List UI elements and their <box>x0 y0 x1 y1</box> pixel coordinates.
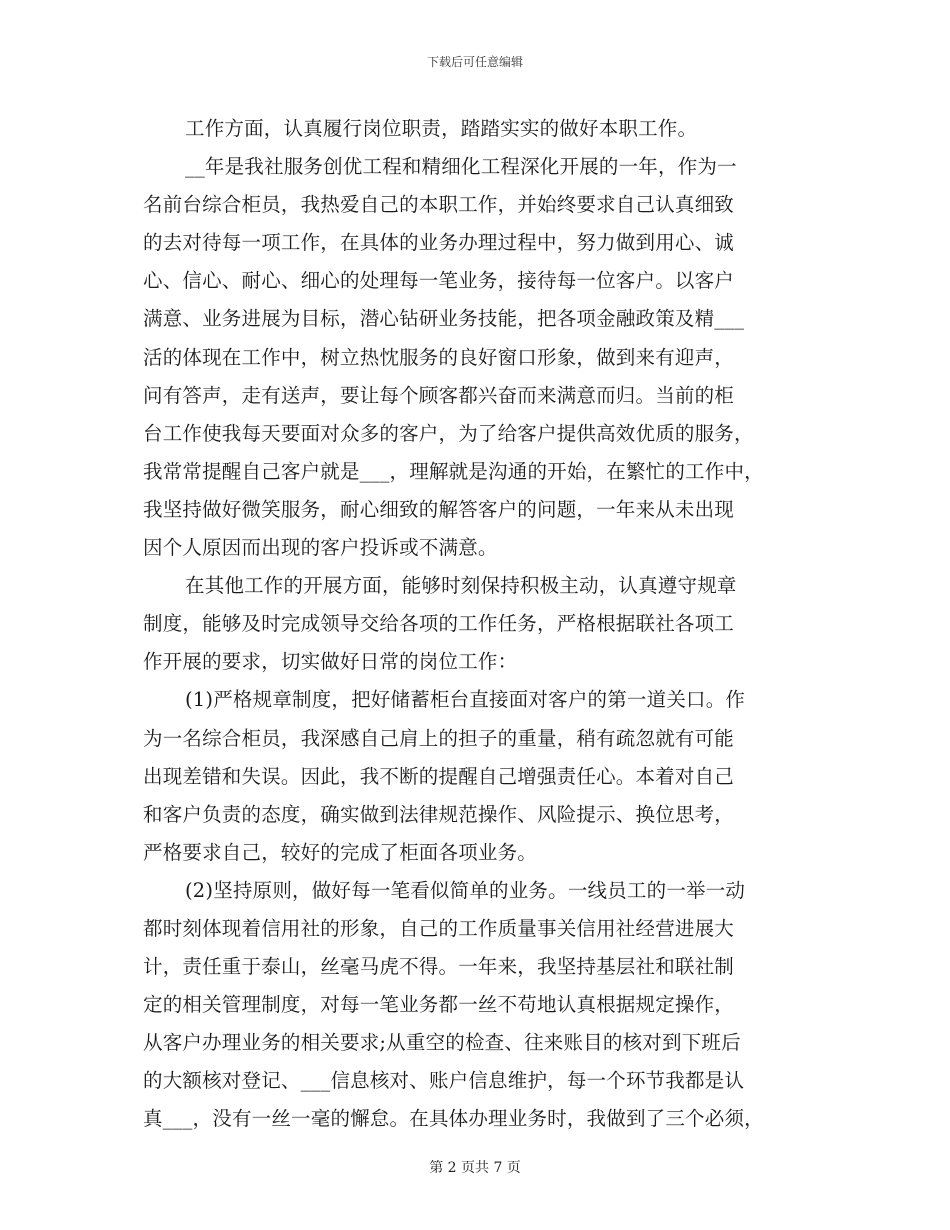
text-line: 因个人原因而出现的客户投诉或不满意。 <box>143 536 498 560</box>
text-line: 定的相关管理制度，对每一笔业务都一丝不苟地认真根据规定操作， <box>143 993 735 1017</box>
text-line: 为一名综合柜员，我深感自己肩上的担子的重量，稍有疏忽就有可能 <box>143 726 735 750</box>
text-line: 满意、业务进展为目标，潜心钻研业务技能，把各项金融政策及精___ <box>143 307 745 331</box>
text-line: 台工作使我每天要面对众多的客户，为了给客户提供高效优质的服务， <box>143 421 754 445</box>
text-line: 严格要求自己，较好的完成了柜面各项业务。 <box>143 840 538 864</box>
text-line: (1)严格规章制度，把好储蓄柜台直接面对客户的第一道关口。作 <box>185 688 746 712</box>
text-line: (2)坚持原则，做好每一笔看似简单的业务。一线员工的一举一动 <box>185 878 746 902</box>
text-line: 在其他工作的开展方面，能够时刻保持积极主动，认真遵守规章 <box>185 574 737 598</box>
text-line: 出现差错和失误。因此，我不断的提醒自己增强责任心。本着对自己 <box>143 764 735 788</box>
text-line: 真___，没有一丝一毫的懈怠。在具体办理业务时，我做到了三个必须， <box>143 1107 764 1131</box>
page-number: 第 2 页共 7 页 <box>429 1160 521 1176</box>
text-line: 我常常提醒自己客户就是___，理解就是沟通的开始，在繁忙的工作中， <box>143 459 764 483</box>
text-line: 名前台综合柜员，我热爱自己的本职工作，并始终要求自己认真细致 <box>143 193 735 217</box>
text-line: __年是我社服务创优工程和精细化工程深化开展的一年，作为一 <box>185 155 737 179</box>
text-line: 都时刻体现着信用社的形象，自己的工作质量事关信用社经营进展大 <box>143 916 735 940</box>
text-line: 制度，能够及时完成领导交给各项的工作任务，严格根据联社各项工 <box>143 612 735 636</box>
text-line: 活的体现在工作中，树立热忱服务的良好窗口形象，做到来有迎声， <box>143 345 735 369</box>
page-header: 下载后可任意编辑 <box>426 55 523 69</box>
text-line: 工作方面，认真履行岗位职责，踏踏实实的做好本职工作。 <box>185 117 698 140</box>
text-line: 计，责任重于泰山，丝毫马虎不得。一年来，我坚持基层社和联社制 <box>143 955 735 979</box>
text-line: 问有答声，走有送声，要让每个顾客都兴奋而来满意而归。当前的柜 <box>143 383 735 407</box>
text-line: 作开展的要求，切实做好日常的岗位工作： <box>143 650 518 674</box>
text-line: 的去对待每一项工作，在具体的业务办理过程中，努力做到用心、诚 <box>143 231 735 255</box>
text-line: 的大额核对登记、___信息核对、账户信息维护，每一个环节我都是认 <box>143 1069 745 1093</box>
text-line: 从客户办理业务的相关要求;从重空的检查、往来账目的核对到下班后 <box>143 1031 741 1055</box>
text-line: 和客户负责的态度，确实做到法律规范操作、风险提示、换位思考， <box>143 802 735 826</box>
text-line: 心、信心、耐心、细心的处理每一笔业务，接待每一位客户。以客户 <box>143 269 735 293</box>
text-line: 我坚持做好微笑服务，耐心细致的解答客户的问题，一年来从未出现 <box>143 497 735 521</box>
document-body <box>143 110 823 1139</box>
